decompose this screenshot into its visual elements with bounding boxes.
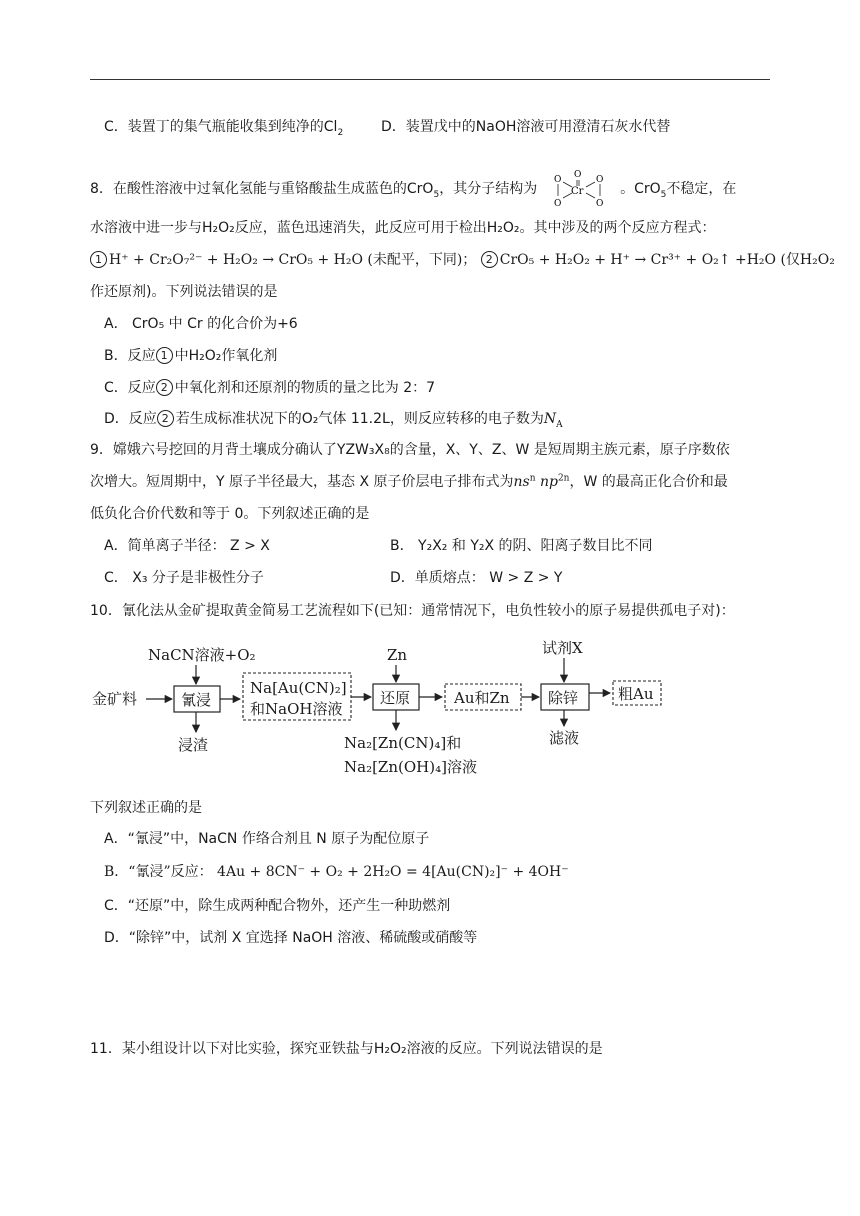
- q8-stem-c: 。CrO: [620, 181, 661, 197]
- q9-option-b: B． Y₂X₂ 和 Y₂X 的阴、阳离子数目比不同: [390, 538, 653, 554]
- q7-option-d: D．装置戊中的NaOH溶液可用澄清石灰水代替: [381, 119, 671, 135]
- q8-option-c-num: 2: [156, 379, 173, 396]
- mol-o-ll: O: [553, 199, 562, 209]
- mol-o-ur: O: [595, 175, 604, 185]
- mol-cr: Cr: [570, 186, 584, 197]
- q10-option-b-text: B．“氰浸”反应： 4Au + 8CN⁻ + O₂ + 2H₂O = 4[Au(CN)₂]⁻ + 4OH⁻: [104, 864, 569, 880]
- q8-stem-a-sub: 5: [433, 189, 440, 200]
- q9-option-a: A．简单离子半径： Z > X: [104, 538, 270, 554]
- flow-product-2-line2: Na₂[Zn(OH)₄]溶液: [344, 758, 477, 776]
- q10-option-c: C．“还原”中，除生成两种配合物外，还产生一种助燃剂: [104, 898, 451, 914]
- flow-product-2-line1: Na₂[Zn(CN)₄]和: [344, 734, 462, 752]
- flow-box-zinc-removal-label: 除锌: [548, 689, 579, 707]
- eq2-text: CrO₅ + H₂O₂ + H⁺ → Cr³⁺ + O₂↑ +H₂O (仅H₂O₂: [499, 252, 835, 268]
- flowchart: [88, 636, 708, 786]
- q8-stem-line4: 作还原剂)。下列说法错误的是: [90, 284, 278, 300]
- q8-option-d: [104, 409, 563, 429]
- mol-o-ul: O: [553, 175, 562, 185]
- q9-option-d: D．单质熔点： W > Z > Y: [390, 570, 563, 586]
- q9-stem-line3: 低负化合价代数和等于 0。下列叙述正确的是: [90, 506, 370, 522]
- q9-np-exp: 2n: [557, 473, 570, 484]
- q8-option-a: A． CrO₅ 中 Cr 的化合价为+6: [104, 316, 298, 332]
- flow-filtrate: 滤液: [549, 729, 580, 747]
- mol-o-lr: O: [595, 199, 604, 209]
- q8-option-b-pre: B．反应: [104, 348, 156, 364]
- flow-ore: 金矿料: [92, 690, 138, 708]
- flow-intermediate-2-label: Au和Zn: [454, 689, 510, 707]
- eq2-number: 2: [481, 251, 498, 268]
- q9-stem-line2: [90, 472, 728, 492]
- q8-option-d-na: N: [543, 411, 557, 427]
- q10-after-flow: 下列叙述正确的是: [90, 800, 202, 816]
- flow-intermediate-1-line1: Na[Au(CN)₂]: [250, 679, 347, 697]
- flow-box-reduction-label: 还原: [380, 689, 411, 707]
- q7-option-c-sub: 2: [337, 127, 344, 138]
- eq1-text: H⁺ + Cr₂O₇²⁻ + H₂O₂ → CrO₅ + H₂O (未配平，下同)；: [109, 252, 477, 268]
- q8-option-c-post: 中氧化剂和还原剂的物质的量之比为 2：7: [174, 380, 436, 396]
- q10-option-d: D．“除锌”中，试剂 X 宜选择 NaOH 溶液、稀硫酸或硝酸等: [104, 930, 478, 946]
- flow-residue: 浸渣: [178, 736, 209, 754]
- q8-stem-a: 8．在酸性溶液中过氧化氢能与重铬酸盐生成蓝色的CrO: [90, 181, 434, 197]
- flow-reagent-nacn: NaCN溶液+O₂: [148, 646, 256, 664]
- q9-np: np: [539, 474, 558, 490]
- q8-option-d-num: 2: [157, 410, 174, 427]
- q8-option-c: [104, 378, 435, 398]
- q9-line2-post: ，W 的最高正化合价和最: [569, 474, 728, 490]
- q9-stem-line1: 9．嫦娥六号挖回的月背土壤成分确认了YZW₃X₈的含量，X、Y、Z、W 是短周期主族元素，原子序数依: [90, 442, 730, 458]
- flow-reagent-x: 试剂X: [542, 639, 583, 657]
- q8-option-b-num: 1: [156, 347, 173, 364]
- flow-intermediate-1-line2: 和NaOH溶液: [250, 700, 343, 718]
- flow-box-cyanide-leach-label: 氰浸: [181, 691, 212, 709]
- q8-stem-b: ，其分子结构为: [439, 181, 538, 197]
- flow-crude-au-label: 粗Au: [618, 685, 654, 703]
- q9-line2-pre: 次增大。短周期中，Y 原子半径最大，基态 X 原子价层电子排布式为: [90, 474, 514, 490]
- q8-option-b-post: 中H₂O₂作氧化剂: [174, 348, 278, 364]
- q9-ns: ns: [513, 474, 530, 490]
- q10-option-a: A．“氰浸”中，NaCN 作络合剂且 N 原子为配位原子: [104, 831, 430, 847]
- q8-equations: [90, 250, 835, 270]
- q8-stem-c-sub: 5: [660, 189, 667, 200]
- q8-stem-d: 不稳定，在: [666, 181, 737, 197]
- mol-o-top: O: [573, 170, 582, 180]
- q8-stem-line1: [90, 166, 736, 212]
- q8-option-d-na-sub: A: [556, 419, 563, 430]
- q7-option-c-text: C．装置丁的集气瓶能收集到纯净的Cl: [104, 119, 338, 135]
- q7-option-c: [104, 117, 343, 137]
- q10-stem: 10．氰化法从金矿提取黄金简易工艺流程如下(已知：通常情况下，电负性较小的原子易提供孤电子对)：: [90, 603, 735, 619]
- q9-ns-exp: n: [529, 473, 536, 484]
- header-rule: [90, 79, 770, 80]
- q8-option-d-pre: D．反应: [104, 411, 157, 427]
- cro5-structure-figure: [546, 166, 612, 212]
- q10-option-b: [104, 862, 569, 882]
- eq1-number: 1: [90, 251, 107, 268]
- q8-option-d-post: 若生成标准状况下的O₂气体 11.2L，则反应转移的电子数为: [175, 411, 544, 427]
- q11-stem: 11．某小组设计以下对比实验，探究亚铁盐与H₂O₂溶液的反应。下列说法错误的是: [90, 1041, 603, 1057]
- q8-option-b: [104, 346, 277, 366]
- flow-zn: Zn: [387, 646, 408, 664]
- q9-option-c: C． X₃ 分子是非极性分子: [104, 570, 264, 586]
- q8-stem-line2: 水溶液中进一步与H₂O₂反应，蓝色迅速消失，此反应可用于检出H₂O₂。其中涉及的两个反应方程式：: [90, 220, 716, 236]
- q8-option-c-pre: C．反应: [104, 380, 156, 396]
